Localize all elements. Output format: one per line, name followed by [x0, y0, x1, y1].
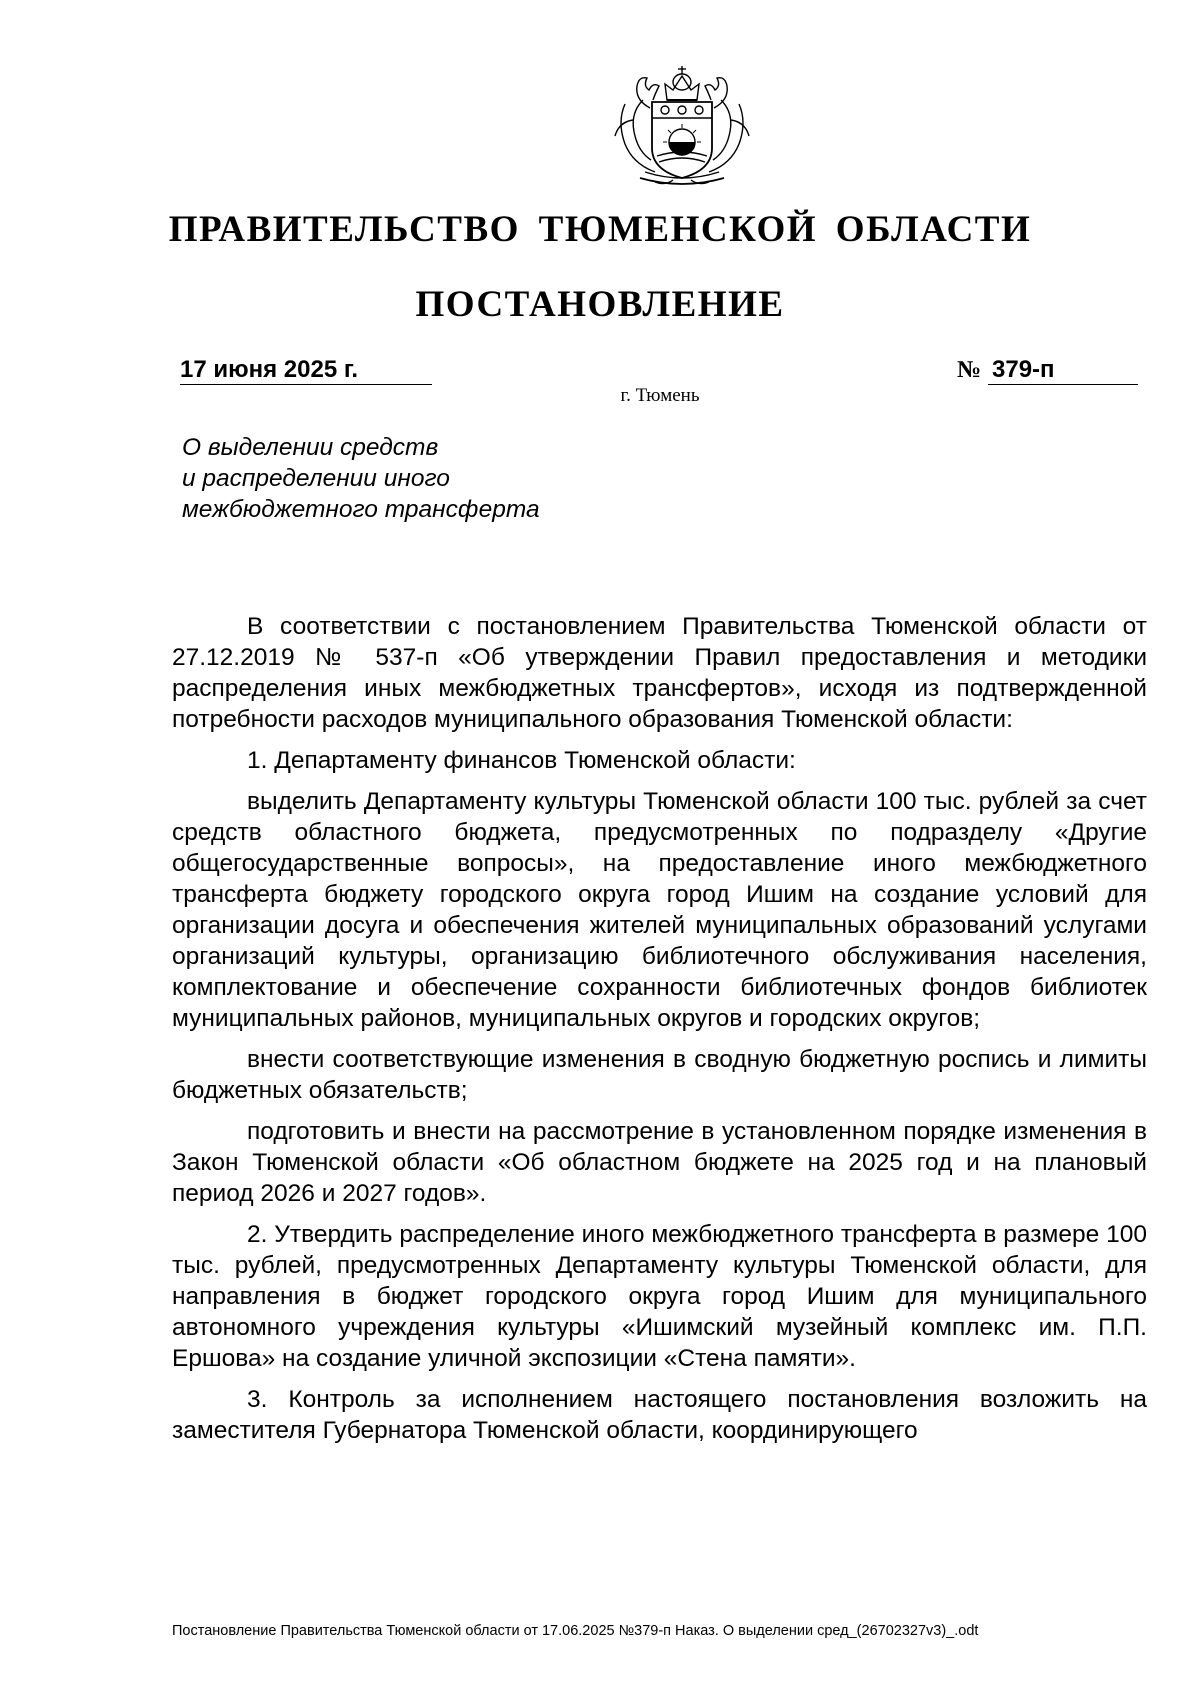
document-type-heading: ПОСТАНОВЛЕНИЕ	[415, 284, 785, 325]
subject-line: и распределении иного	[182, 465, 450, 492]
body-paragraph: В соответствии с постановлением Правительства Тюменской области от 27.12.2019 № 537-п «Об утверждении Правил предоставления и методики распределения иных межбюджетных трансфертов», исходя из подтвержденной потребности расходов муниципального образования Тюменской области:	[172, 613, 1147, 733]
body-paragraph: выделить Департаменту культуры Тюменской области 100 тыс. рублей за счет средств областного бюджета, предусмотренных по подразделу «Другие общегосударственные вопросы», на предоставление иного межбюджетного трансферта бюджету городского округа город Ишим на создание условий для организации досуга и обеспечения жителей муниципальных образований услугами организаций культуры, организацию библиотечного обслуживания населения, комплектование и обеспечение сохранности библиотечных фондов библиотек муниципальных районов, муниципальных округов и городских округов;	[172, 788, 1147, 1032]
body-paragraph: внести соответствующие изменения в сводную бюджетную роспись и лимиты бюджетных обязательств;	[172, 1046, 1147, 1104]
document-city: г. Тюмень	[620, 385, 700, 406]
organization-title: ПРАВИТЕЛЬСТВО ТЮМЕНСКОЙ ОБЛАСТИ	[168, 209, 1032, 250]
body-paragraph: 1. Департаменту финансов Тюменской области:	[247, 747, 796, 774]
subject-line: О выделении средств	[182, 434, 439, 461]
body-paragraph: 3. Контроль за исполнением настоящего постановления возложить на заместителя Губернатора Тюменской области, координирующего	[172, 1386, 1147, 1444]
document-subject	[182, 432, 682, 525]
document-body	[172, 611, 1147, 1456]
document-date: 17 июня 2025 г.	[180, 356, 432, 385]
document-number: 379-п	[992, 356, 1055, 383]
body-paragraph: подготовить и внести на рассмотрение в установленном порядке изменения в Закон Тюменской области «Об областном бюджете на 2025 год и на плановый период 2026 и 2027 годов».	[172, 1118, 1147, 1207]
body-paragraph: 2. Утвердить распределение иного межбюджетного трансферта в размере 100 тыс. рублей, предусмотренных Департаменту культуры Тюменской области, для направления в бюджет городского округа город Ишим для муниципального автономного учреждения культуры «Ишимский музейный комплекс им. П.П. Ершова» на создание уличной экспозиции «Стена памяти».	[172, 1221, 1147, 1372]
page-footer: Постановление Правительства Тюменской области от 17.06.2025 №379-п Наказ. О выделении сред_(26702327v3)_.odt	[172, 1623, 979, 1639]
number-sign: №	[957, 357, 982, 383]
document-number-field	[988, 356, 1138, 385]
coat-of-arms-icon	[595, 60, 770, 188]
subject-line: межбюджетного трансферта	[182, 496, 540, 523]
